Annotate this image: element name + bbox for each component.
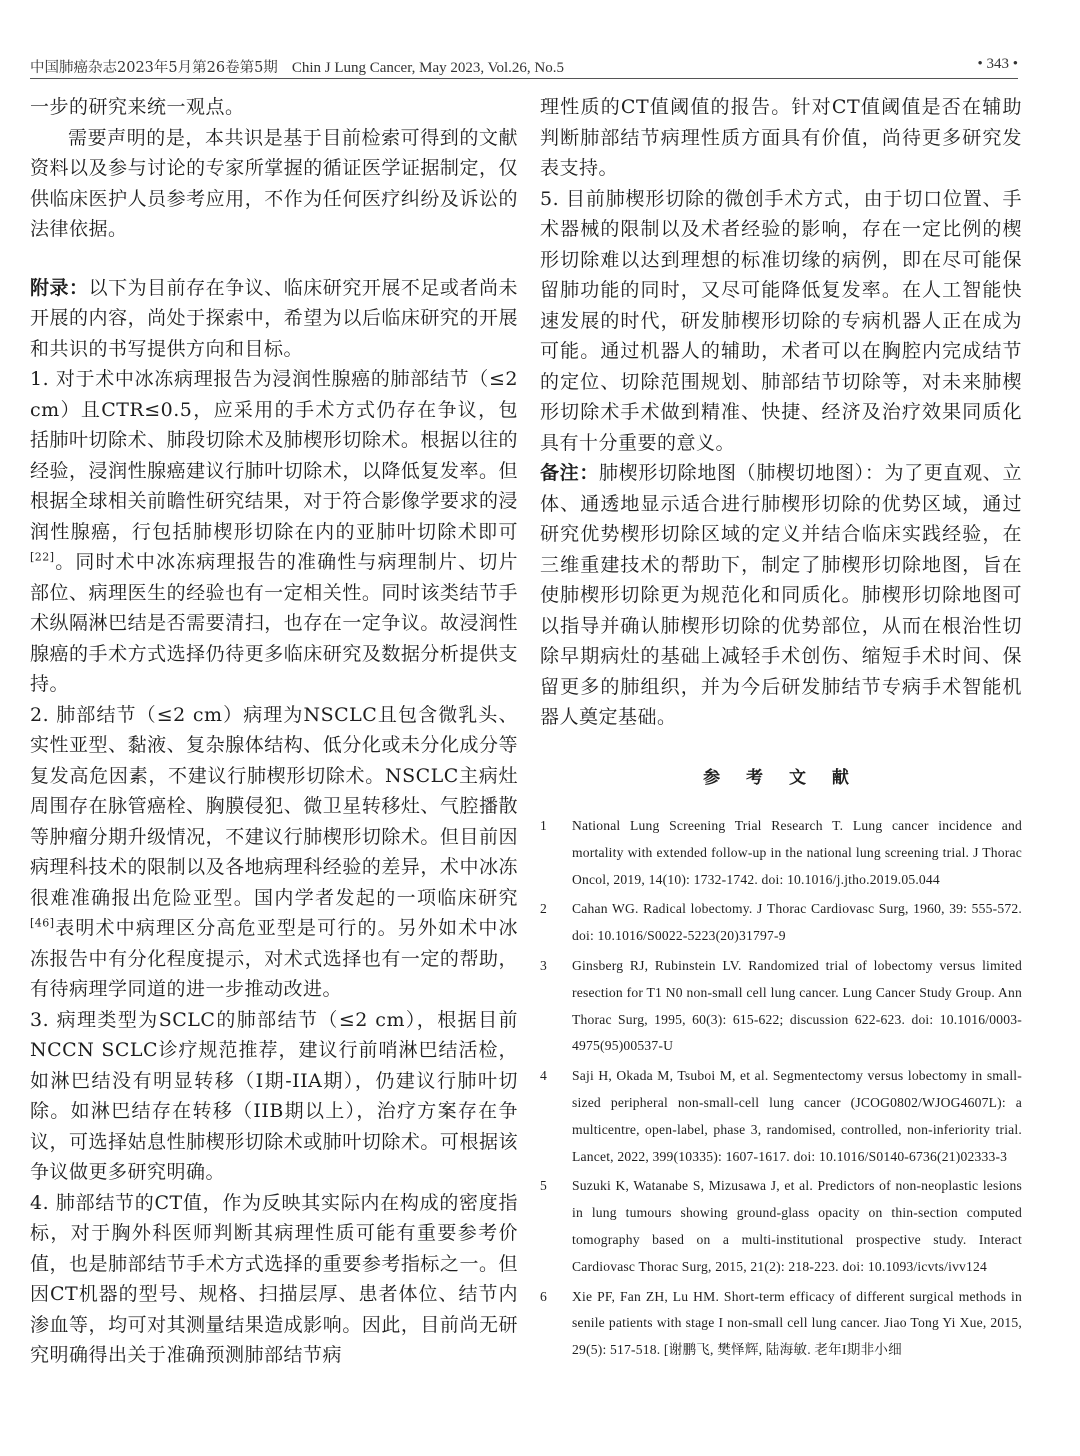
paragraph-gap <box>30 245 518 273</box>
reference-number: 2 <box>540 901 547 917</box>
reference-list <box>540 813 1022 1364</box>
appendix-text: 以下为目前存在争议、临床研究开展不足或者尚未开展的内容，尚处于探索中，希望为以后临床研究的开展和共识的书写提供方向和目标。 <box>30 276 518 360</box>
continued-paragraph: 一步的研究来统一观点。 <box>30 96 245 118</box>
item-4: 4. 肺部结节的CT值，作为反映其实际内在构成的密度指标，对于胸外科医师判断其病理性质可能有重要参考价值，也是肺部结节手术方式选择的重要参考指标之一。但因CT机器的型号、规格、扫描层厚、患者体位、结节内渗血等，均可对其测量结果造成影响。因此，目前尚无研究明确得出关于准确预测肺部结节病 <box>30 1191 518 1366</box>
reference-number: 5 <box>540 1178 547 1194</box>
item-2-text-b: 表明术中病理区分高危亚型是可行的。另外如术中冰冻报告中有分化程度提示，对术式选择也有一定的帮助，有待病理学同道的进一步推动改进。 <box>30 917 518 1000</box>
reference-number: 4 <box>540 1068 547 1084</box>
note-label: 备注： <box>540 462 599 484</box>
reference-number: 6 <box>540 1288 547 1304</box>
note-paragraph <box>540 458 1022 733</box>
item-5: 5. 目前肺楔形切除的微创手术方式，由于切口位置、手术器械的限制以及术者经验的影响，存在一定比例的楔形切除难以达到理想的标准切缘的病例，即在尽可能保留肺功能的同时，又尽可能降低复发率。在人工智能快速发展的时代，研发肺楔形切除的专病机器人正在成为可能。通过机器人的辅助，术者可以在胸腔内完成结节的定位、切除范围规划、肺部结节切除等，对未来肺楔形切除术手术做到精准、快捷、经济及治疗效果同质化具有十分重要的意义。 <box>540 187 1022 454</box>
item-1-text-b: 。同时术中冰冻病理报告的准确性与病理制片、切片部位、病理医生的经验也有一定相关性。同时该类结节手术纵隔淋巴结是否需要清扫，也存在一定争议。故浸润性腺癌的手术方式选择仍待更多临床研究及数据分析提供支持。 <box>30 551 518 695</box>
journal-name-en: Chin J Lung Cancer, May 2023, Vol.26, No.5 <box>291 60 564 76</box>
item-1 <box>30 364 518 700</box>
references-heading: 参 考 文 献 <box>703 767 859 788</box>
running-header <box>30 56 1018 79</box>
disclaimer-paragraph: 需要声明的是，本共识是基于目前检索可得到的文献资料以及参与讨论的专家所掌握的循证医学证据制定，仅供临床医护人员参考应用，不作为任何医疗纠纷及诉讼的法律依据。 <box>30 126 518 240</box>
appendix-paragraph <box>30 273 518 365</box>
appendix-label: 附录： <box>30 276 89 299</box>
citation-46: [46] <box>30 916 55 930</box>
left-column <box>30 92 518 1371</box>
reference-text: Xie PF, Fan ZH, Lu HM. Short-term efficacy of different surgical methods in senile patients with stage I non-small cell lung cancer. Jiao Tong Yi Xue, 2015, 29(5): 517-518. [谢鹏飞, 樊怿辉, 陆海敏. 老年I期非小细 <box>572 1288 1022 1358</box>
reference-item <box>540 1063 1022 1170</box>
reference-number: 1 <box>540 818 547 833</box>
reference-text: Ginsberg RJ, Rubinstein LV. Randomized trial of lobectomy versus limited resection for T1 N0 non-small cell lung cancer. Lung Cancer Study Group. Ann Thorac Surg, 1995, 60(3): 615-622; discussion 622-623. doi: 10.1016/0003-4975(95)00537-U <box>572 957 1022 1054</box>
note-text: 肺楔形切除地图（肺楔切地图）：为了更直观、立体、通透地显示适合进行肺楔形切除的优势区域，通过研究优势楔形切除区域的定义并结合临床实践经验，在三维重建技术的帮助下，制定了肺楔形切除地图，旨在使肺楔形切除更为规范化和同质化。肺楔形切除地图可以指导并确认肺楔形切除的优势部位，从而在根治性切除早期病灶的基础上减轻手术创伤、缩短手术时间、保留更多的肺组织，并为今后研发肺结节专病手术智能机器人奠定基础。 <box>540 462 1022 728</box>
item-2-text-a: 2. 肺部结节（≤2 cm）病理为NSCLC且包含微乳头、实性亚型、黏液、复杂腺体结构、低分化或未分化成分等复发高危因素，不建议行肺楔形切除术。NSCLC主病灶周围存在脉管癌栓、胸膜侵犯、微卫星转移灶、气腔播散等肿瘤分期升级情况，不建议行肺楔形切除术。但目前因病理科技术的限制以及各地病理科经验的差异，术中冰冻很难准确报出危险亚型。国内学者发起的一项临床研究 <box>30 703 518 909</box>
journal-name-cn: 中国肺癌杂志2023年5月第26卷第5期 <box>30 60 278 76</box>
reference-item <box>540 953 1022 1060</box>
reference-item <box>540 813 1022 893</box>
reference-text: Cahan WG. Radical lobectomy. J Thorac Cardiovasc Surg, 1960, 39: 555-572. doi: 10.1016/S0022-5223(20)31797-9 <box>572 901 1022 944</box>
reference-text: National Lung Screening Trial Research T. Lung cancer incidence and mortality with extended follow-up in the national lung screening trial. J Thorac Oncol, 2019, 14(10): 1732-1742. doi: 10.1016/j.jtho.2019.05.044 <box>572 818 1022 887</box>
citation-22: [22] <box>30 550 55 564</box>
reference-item <box>540 1284 1022 1364</box>
item-2 <box>30 700 518 1005</box>
item-4-continued: 理性质的CT值阈值的报告。针对CT值阈值是否在辅助判断肺部结节病理性质方面具有价值，尚待更多研究发表支持。 <box>540 96 1022 179</box>
reference-item <box>540 896 1022 950</box>
reference-number: 3 <box>540 957 547 973</box>
item-3: 3. 病理类型为SCLC的肺部结节（≤2 cm），根据目前NCCN SCLC诊疗规范推荐，建议行前哨淋巴结活检，如淋巴结没有明显转移（I期-IIA期），仍建议行肺叶切除。如淋巴结存在转移（IIB期以上），治疗方案存在争议，可选择姑息性肺楔形切除术或肺叶切除术。可根据该争议做更多研究明确。 <box>30 1008 518 1183</box>
reference-item <box>540 1173 1022 1280</box>
page-number: • 343 • <box>977 56 1018 72</box>
reference-text: Suzuki K, Watanabe S, Mizusawa J, et al. Predictors of non-neoplastic lesions in lung tumours showing ground-glass opacity on thin-section computed tomography based on a multi-institutional prospective study. Interact Cardiovasc Thorac Surg, 2015, 21(2): 218-223. doi: 10.1093/icvts/ivv124 <box>572 1178 1022 1274</box>
header-journal <box>30 56 564 77</box>
reference-text: Saji H, Okada M, Tsuboi M, et al. Segmentectomy versus lobectomy in small-sized peripheral non-small-cell lung cancer (JCOG0802/WJOG4607L): a multicentre, open-label, phase 3, randomised, controlled, non-inferiority trial. Lancet, 2022, 399(10335): 1607-1617. doi: 10.1016/S0140-6736(21)02333-3 <box>572 1068 1022 1164</box>
item-1-text-a: 1. 对于术中冰冻病理报告为浸润性腺癌的肺部结节（≤2 cm）且CTR≤0.5，应采用的手术方式仍存在争议，包括肺叶切除术、肺段切除术及肺楔形切除术。根据以往的经验，浸润性腺癌建议行肺叶切除术，以降低复发率。但根据全球相关前瞻性研究结果，对于符合影像学要求的浸润性腺癌，行包括肺楔形切除在内的亚肺叶切除术即可 <box>30 368 518 543</box>
right-column <box>540 92 1022 1367</box>
